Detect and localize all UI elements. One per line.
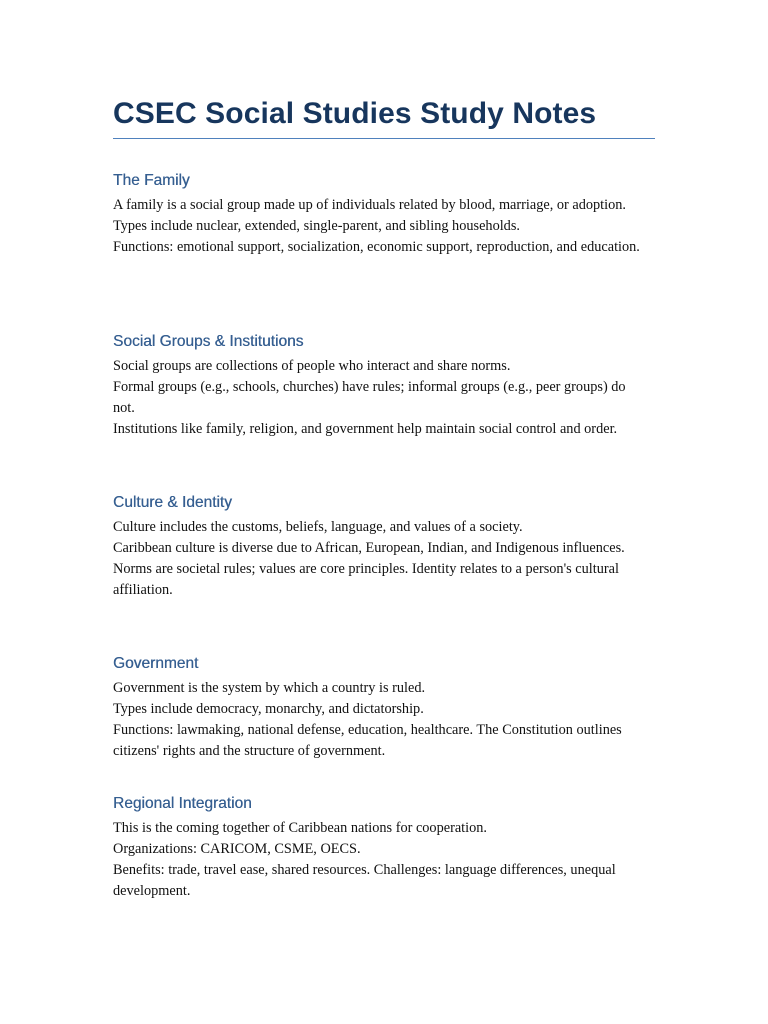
section-paragraph: Benefits: trade, travel ease, shared resources. Challenges: language differences, unequal development.	[113, 862, 616, 899]
section-regional-integration	[113, 794, 643, 902]
document-title: CSEC Social Studies Study Notes	[113, 94, 655, 139]
section-heading: Culture & Identity	[113, 494, 232, 511]
section-the-family	[113, 171, 643, 258]
section-paragraph: Institutions like family, religion, and government help maintain social control and order.	[113, 421, 618, 437]
section-paragraph: A family is a social group made up of individuals related by blood, marriage, or adoption.	[113, 197, 626, 213]
section-paragraph: Government is the system by which a country is ruled.	[113, 680, 426, 696]
section-paragraph: Organizations: CARICOM, CSME, OECS.	[113, 841, 361, 857]
section-paragraph: Functions: emotional support, socialization, economic support, reproduction, and education.	[113, 239, 640, 255]
section-heading: Social Groups & Institutions	[113, 333, 304, 350]
section-paragraph: Caribbean culture is diverse due to African, European, Indian, and Indigenous influences.	[113, 540, 625, 556]
section-social-groups	[113, 332, 643, 440]
section-paragraph: Formal groups (e.g., schools, churches) have rules; informal groups (e.g., peer groups) do not.	[113, 379, 626, 416]
section-paragraph: Norms are societal rules; values are core principles. Identity relates to a person's cultural affiliation.	[113, 561, 619, 598]
section-paragraph: Culture includes the customs, beliefs, language, and values of a society.	[113, 519, 523, 535]
section-paragraph: Types include nuclear, extended, single-parent, and sibling households.	[113, 218, 520, 234]
document-page	[113, 94, 655, 899]
section-paragraph: Functions: lawmaking, national defense, education, healthcare. The Constitution outlines citizens' rights and the structure of government.	[113, 722, 622, 759]
section-heading: The Family	[113, 172, 190, 189]
section-culture-identity	[113, 493, 643, 601]
section-heading: Regional Integration	[113, 795, 252, 812]
section-paragraph: This is the coming together of Caribbean nations for cooperation.	[113, 820, 488, 836]
section-paragraph: Types include democracy, monarchy, and dictatorship.	[113, 701, 424, 717]
section-paragraph: Social groups are collections of people who interact and share norms.	[113, 358, 511, 374]
section-heading: Government	[113, 655, 199, 672]
section-government	[113, 654, 643, 762]
